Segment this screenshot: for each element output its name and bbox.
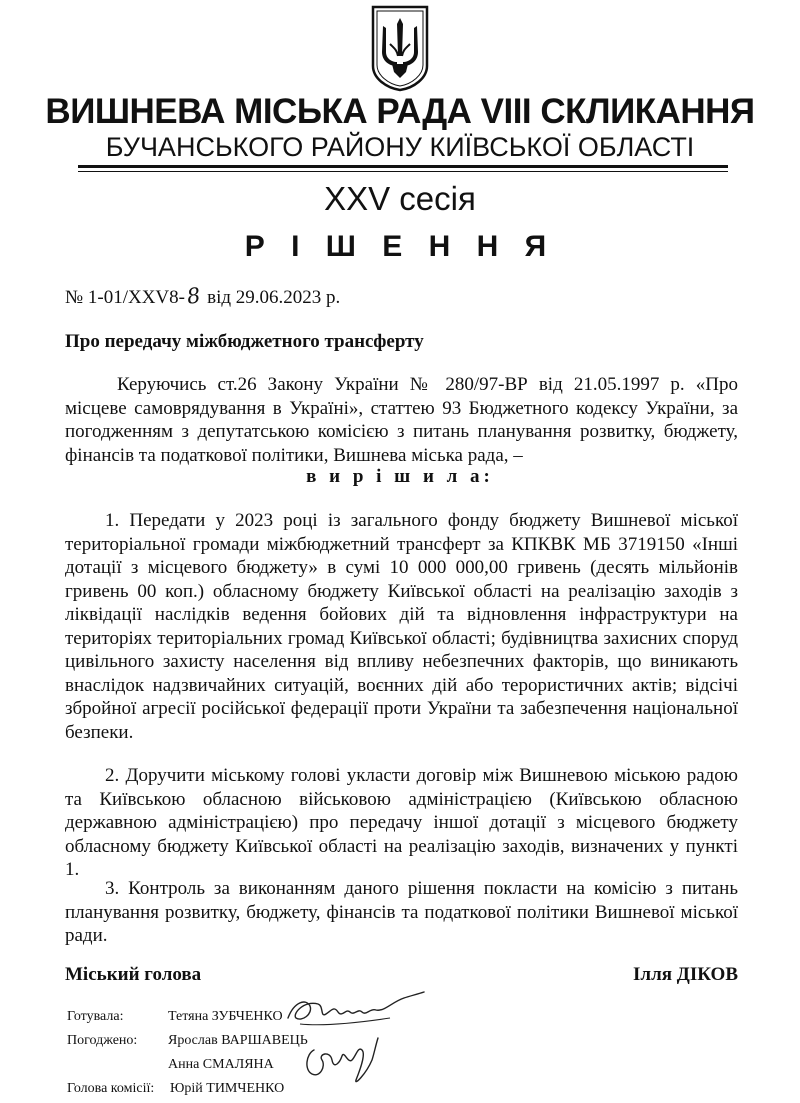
item-paragraph-1: 1. Передати у 2023 році із загального фонду бюджету Вишневої міської територіальної громади міжбюджетний трансферт за КПКВК МБ 3719150 «Інші дотації з місцевого бюджету» в сумі 10 000 000,00 гривень (десять мільйонів гривень 00 коп.) обласному бюджету Київської області на реалізацію заходів з ліквідації наслідків ведення бойових дій та відновлення інфраструктури на територіях територіальних громад Київської області; будівництва захисних споруд цивільного захисту населення від впливу небезпечних факторів, що виникають внаслідок надзвичайних ситуацій, воєнних дій або терористичних актів; відсічі збройної агресії російської федерації проти України та забезпечення національної безпеки.: [65, 510, 738, 743]
handwritten-number: 8: [185, 283, 202, 309]
commission-label: Голова комісії:: [67, 1081, 155, 1096]
resolved-heading: в и р і ш и л а:: [306, 466, 494, 487]
item-paragraph-3: 3. Контроль за виконанням даного рішення покласти на комісію з питань планування розвитку, бюджету, фінансів та податкової політики Вишневої міської ради.: [65, 878, 738, 946]
decision-date: від 29.06.2023 р.: [207, 287, 341, 308]
item-paragraph-2: 2. Доручити міському голові укласти договір між Вишневою міською радою та Київською обласною військовою адміністрацією (Київською обласною державною адміністрацією) про передачу іншої дотації з місцевого бюджету обласному бюджету Київської області на реалізацію заходів, визначених у пункті 1.: [65, 765, 738, 880]
handwritten-signature-1: [280, 988, 430, 1036]
council-region: БУЧАНСЬКОГО РАЙОНУ КИЇВСЬКОЇ ОБЛАСТІ: [105, 132, 695, 162]
decision-number: № 1-01/XXV8-: [65, 287, 185, 308]
trident-coat-of-arms-icon: [370, 4, 430, 92]
prepared-label: Готувала:: [67, 1009, 124, 1024]
prepared-name: Тетяна ЗУБЧЕНКО: [168, 1009, 283, 1024]
council-name: ВИШНЕВА МІСЬКА РАДА VIII СКЛИКАННЯ: [45, 92, 755, 131]
agreed-name-1: Ярослав ВАРШАВЕЦЬ: [168, 1033, 308, 1048]
header-divider-thin: [78, 171, 728, 172]
agreed-label: Погоджено:: [67, 1033, 138, 1048]
intro-paragraph: Керуючись ст.26 Закону України № 280/97-ВР від 21.05.1997 р. «Про місцеве самоврядування в Україні», статтею 93 Бюджетного кодексу України, за погодженням з депутатською комісією з питань планування розвитку, бюджету, фінансів та податкової політики, Вишнева міська рада, –: [65, 374, 738, 466]
handwritten-signature-2: [300, 1030, 380, 1092]
decision-number-line: [65, 284, 340, 309]
session-label: XXV сесія: [324, 180, 476, 217]
commission-name: Юрій ТИМЧЕНКО: [170, 1081, 285, 1096]
mayor-name: Ілля ДІКОВ: [633, 964, 738, 985]
document-title: Р І Ш Е Н Н Я: [244, 230, 556, 263]
agreed-name-2: Анна СМАЛЯНА: [168, 1057, 274, 1072]
header-divider-thick: [78, 165, 728, 168]
mayor-label: Міський голова: [65, 964, 202, 985]
decision-subject: Про передачу міжбюджетного трансферту: [65, 331, 424, 352]
